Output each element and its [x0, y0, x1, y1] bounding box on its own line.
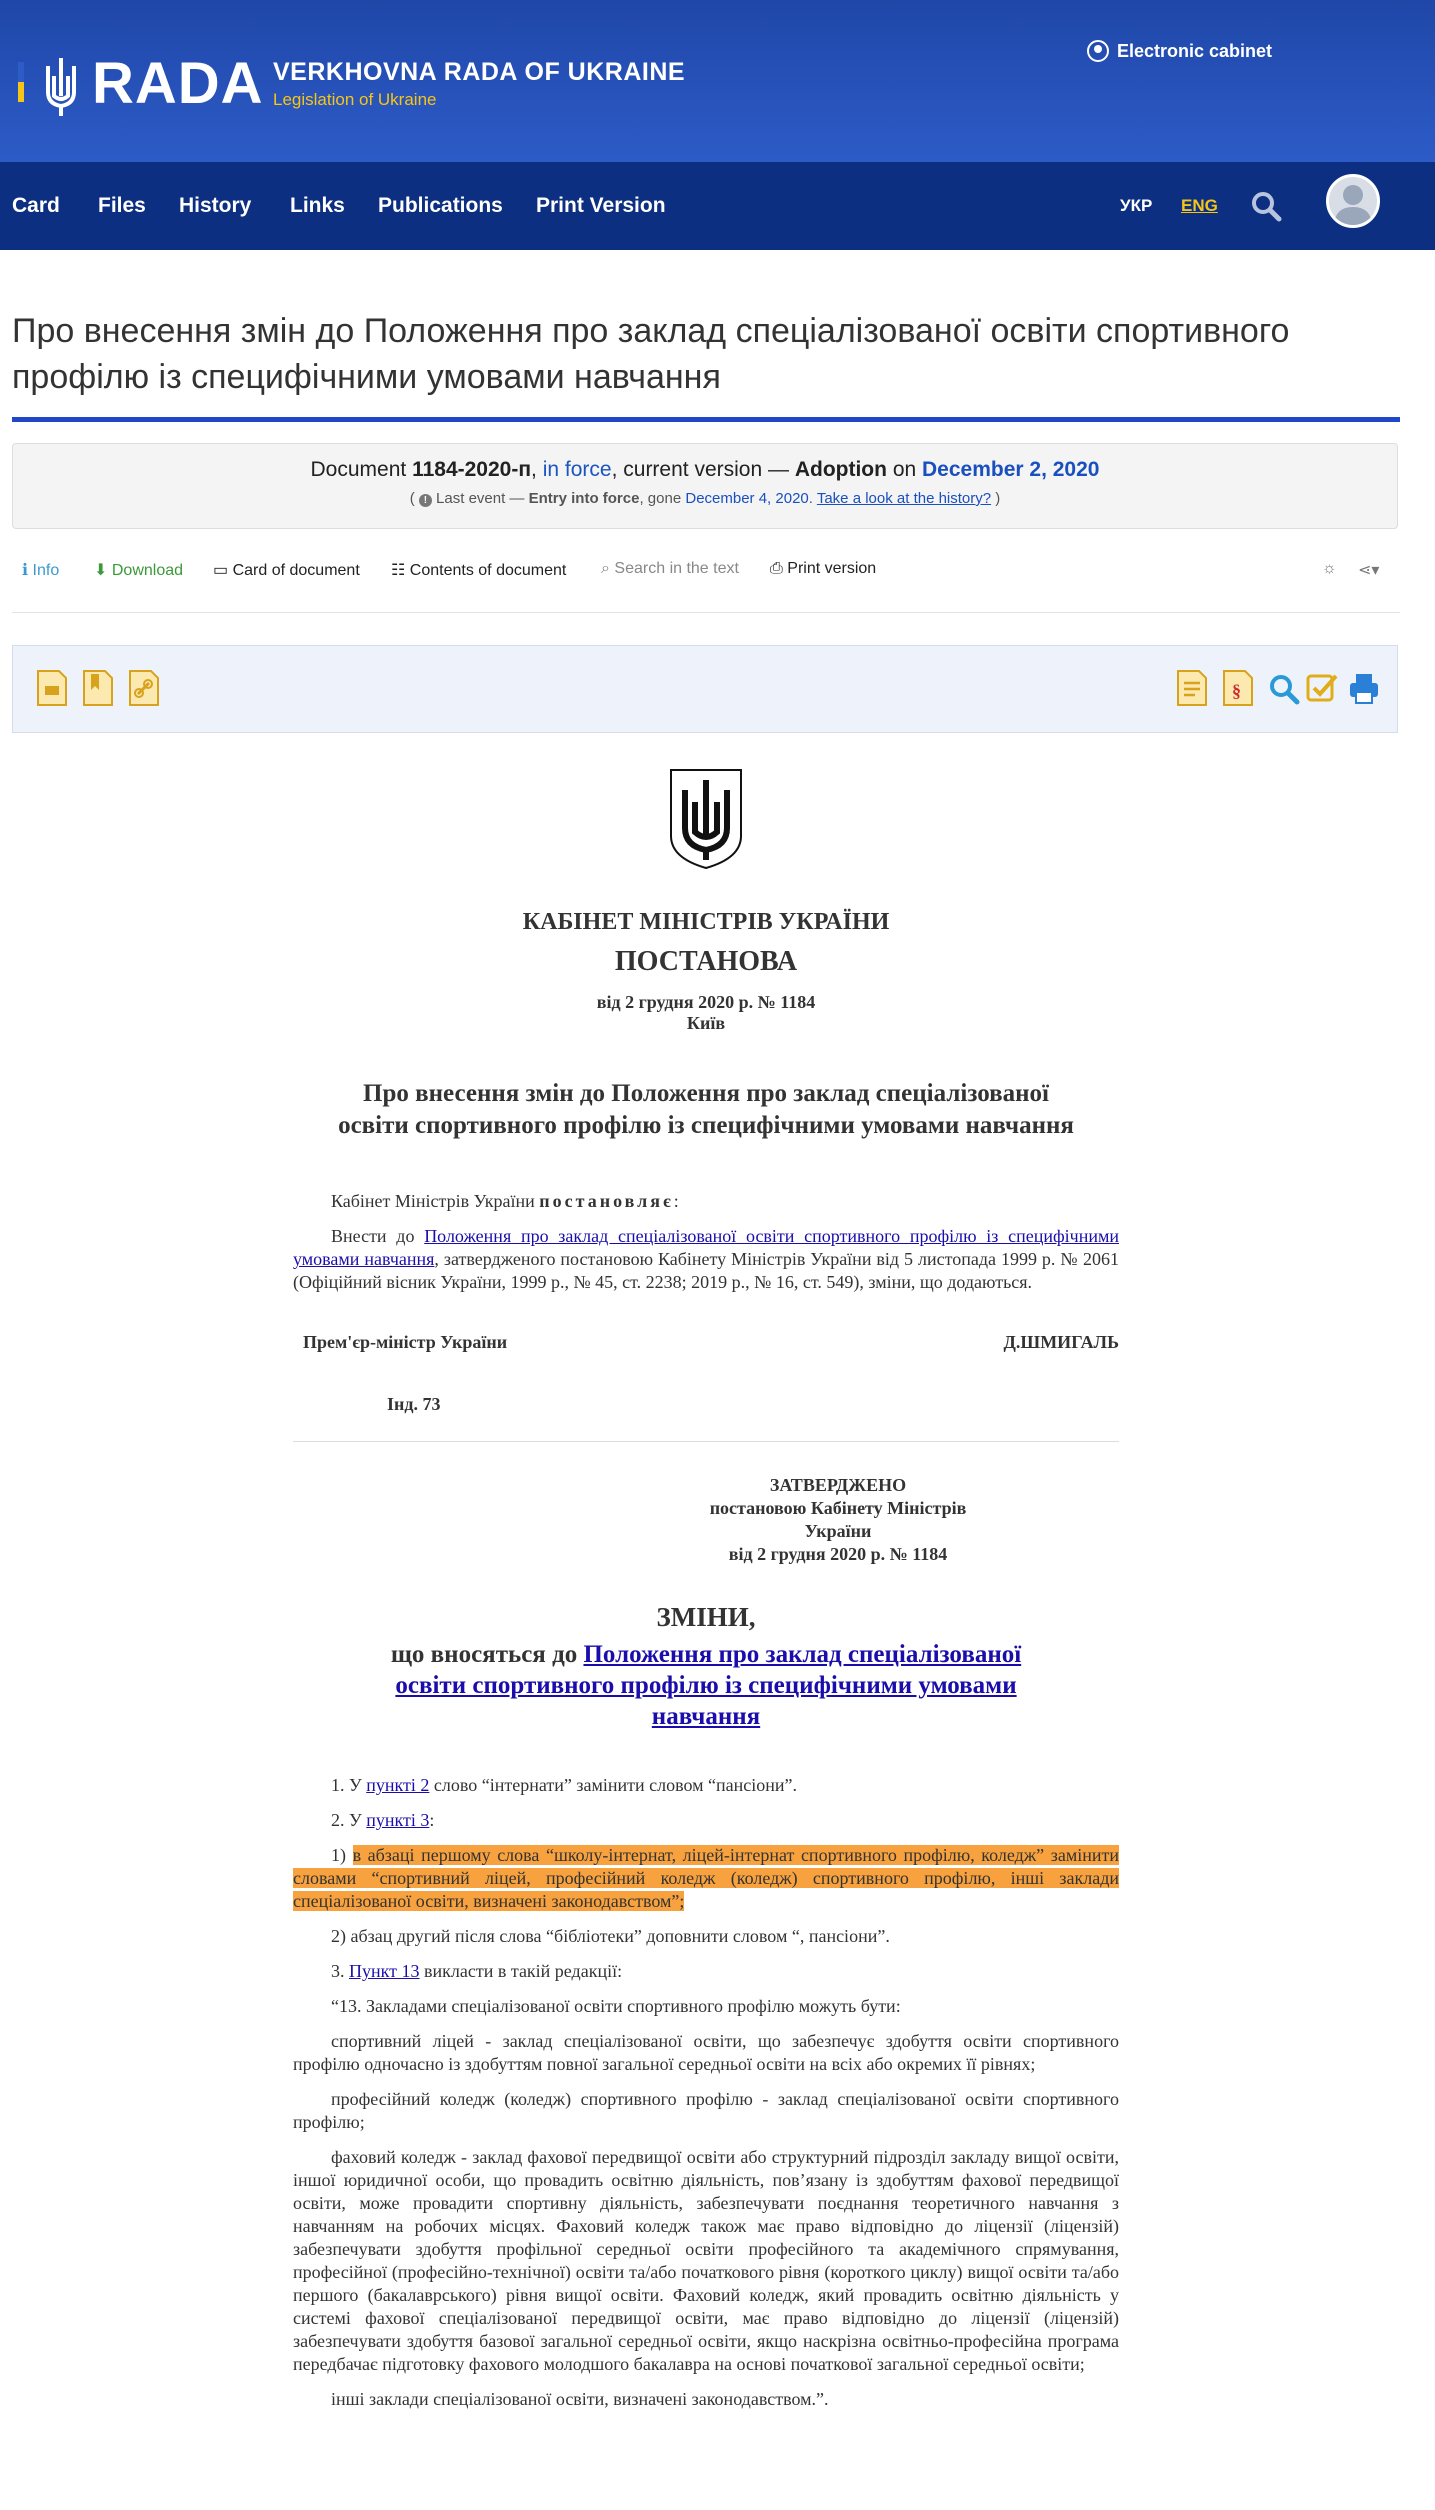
nav-history[interactable]: History — [179, 194, 252, 217]
document-icon-bar — [12, 645, 1398, 733]
doc-structure-icon[interactable] — [1175, 668, 1209, 708]
lang-eng[interactable]: ENG — [1181, 196, 1218, 215]
highlighted-text: в абзаці першому слова “школу-інтернат, ліцей-інтернат спортивного профілю, коледж” замінити словами “спортивний ліцей, професійний коледж (коледж) спортивного профілю, інші заклади спеціалізованої освіти, визначені законодавством”; — [293, 1845, 1119, 1911]
user-circle-icon — [1087, 40, 1109, 62]
approved-date: від 2 грудня 2020 р. № 1184 — [728, 1544, 948, 1564]
resolves-prefix: Кабінет Міністрів України — [331, 1191, 540, 1211]
search-text-label: Search in the text — [614, 560, 739, 577]
approved-by: постановою Кабінету Міністрів України — [709, 1498, 967, 1541]
settings-icon[interactable]: ☼ — [1322, 560, 1337, 577]
document-divider — [293, 1441, 1119, 1442]
checklist-icon[interactable] — [1305, 668, 1339, 708]
doc-number: 1184-2020-п — [412, 458, 532, 481]
lang-ukr[interactable]: УКР — [1120, 196, 1153, 215]
folder-icon: ▭ — [213, 562, 229, 579]
document-info-box — [12, 443, 1398, 529]
contents-tab[interactable] — [391, 560, 566, 580]
item-2-link[interactable]: пункті 3 — [366, 1810, 430, 1830]
item-3-link[interactable]: Пункт 13 — [349, 1961, 420, 1981]
search-small-icon: ⌕ — [601, 560, 610, 577]
card-label: Card of document — [232, 562, 360, 579]
enact-start: Внести до — [331, 1226, 425, 1246]
nav-card[interactable]: Card — [12, 194, 60, 217]
nav-files[interactable]: Files — [98, 194, 146, 217]
resolution-title: Про внесення змін до Положення про заклад спеціалізованої освіти спортивного профілю із специфічними умовами навчання — [338, 1080, 1074, 1139]
search-text-tab[interactable] — [601, 560, 739, 578]
doc-adoption: Adoption — [794, 458, 887, 481]
cabinet-heading: КАБІНЕТ МІНІСТРІВ УКРАЇНИ — [522, 909, 890, 935]
item-2-1-a: 1) — [331, 1845, 353, 1865]
quote-3: професійний коледж (коледж) спортивного профілю - заклад спеціалізованої освіти спортивного профілю; — [293, 2089, 1119, 2132]
download-icon: ⬇ — [94, 562, 108, 579]
item-2-2: 2) абзац другий після слова “бібліотеки” доповнити словом “, пансіони”. — [331, 1926, 890, 1946]
document-body — [293, 760, 1119, 2411]
item-1-link[interactable]: пункті 2 — [366, 1775, 430, 1795]
doc-bookmark-icon[interactable] — [81, 668, 115, 708]
quote-5: інші заклади спеціалізованої освіти, визначені законодавством.”. — [331, 2389, 829, 2409]
item-1-a: 1. У — [331, 1775, 367, 1795]
share-icon[interactable]: ⋖▾ — [1358, 562, 1380, 579]
print-icon: ⎙ — [770, 560, 783, 577]
item-1-b: слово “інтернати” замінити словом “пансіони”. — [429, 1775, 798, 1795]
item-2-a: 2. У — [331, 1810, 367, 1830]
changes-subtitle — [366, 1639, 1046, 1732]
document-toolbar — [20, 560, 1400, 584]
item-2-1 — [293, 1844, 1119, 1913]
electronic-cabinet-link[interactable] — [1087, 40, 1272, 62]
item-2-b: : — [429, 1810, 435, 1830]
doc-status[interactable]: in force — [542, 458, 612, 481]
doc-link-icon[interactable] — [127, 668, 161, 708]
print-label: Print version — [787, 560, 877, 577]
avatar[interactable] — [1326, 174, 1380, 228]
item-3-b: викласти в такій редакції: — [419, 1961, 623, 1981]
doc-prefix: Document — [310, 458, 407, 481]
changes-sub-prefix: що вносяться до — [390, 1641, 584, 1668]
quote-1: “13. Закладами спеціалізованої освіти спортивного профілю можуть бути: — [331, 1996, 901, 2016]
quote-2: спортивний ліцей - заклад спеціалізованої освіти, що забезпечує здобуття освіти спортивного профілю одночасно із здобуттям повної загальної середньої освіти на всіх або окремих її рівнях; — [293, 2031, 1119, 2074]
nav-print-version[interactable]: Print Version — [536, 194, 666, 217]
card-tab[interactable] — [213, 560, 360, 580]
doc-archive-icon[interactable] — [35, 668, 69, 708]
contents-label: Contents of document — [409, 562, 567, 579]
info-icon: ℹ — [22, 562, 29, 579]
download-label: Download — [111, 562, 184, 579]
item-1 — [293, 1774, 1119, 1797]
user-silhouette-icon — [1329, 177, 1377, 225]
pm-title: Прем'єр-міністр України — [303, 1332, 508, 1352]
search-icon[interactable] — [1250, 190, 1282, 222]
signature-block — [293, 1332, 1119, 1356]
trident-icon — [40, 56, 82, 118]
info-circle-icon: ! — [419, 494, 432, 507]
resolution-heading: ПОСТАНОВА — [614, 946, 798, 977]
last-event: Entry into force — [528, 490, 640, 507]
item-2 — [293, 1809, 1119, 1832]
last-event-gone: , gone — [639, 490, 682, 507]
quote-4: фаховий коледж - заклад фахової передвищої освіти або структурний підрозділ закладу вищої освіти, іншої юридичної особи, що провадить освітню діяльність, пов’язану із здобуттям фахової передвищої освіти, може провадити спортивну діяльність, забезпечувати поєднання теоретичного навчання з навчанням на робочих місцях. Фаховий коледж також має право відповідно до ліцензії (ліцензій) забезпечувати здобуття профільної середньої освіти професійного та академічного спрямування, професійної (професійно-технічної) освіти та/або початкового рівня (короткого циклу) вищої освіти та/або першого (бакалаврського) рівня вищої освіти. Фаховий коледж, який провадить освітню діяльність у системі фахової спеціалізованої передвищої освіти, має право відповідно до ліцензії (ліцензій) забезпечувати здобуття базової загальної середньої освіти, якщо наскрізна освітньо-професійна програма передбачає підготовку фахового молодшого бакалавра на основі початкової загальної середньої освіти; — [293, 2147, 1119, 2374]
site-subtitle: Legislation of Ukraine — [273, 90, 437, 109]
history-link[interactable]: Take a look at the history? — [816, 490, 992, 507]
last-event-date: December 4, 2020 — [685, 490, 809, 507]
enact-paragraph — [293, 1225, 1119, 1294]
electronic-cabinet-label: Electronic cabinet — [1117, 40, 1273, 61]
nav-links[interactable]: Links — [290, 194, 345, 217]
title-divider — [12, 417, 1400, 422]
doc-date: December 2, 2020 — [922, 458, 1100, 481]
doc-section-icon[interactable] — [1221, 668, 1255, 708]
enact-end: , затвердженого постановою Кабінету Міністрів України від 5 листопада 1999 р. № 2061 (Офіційний вісник України, 1999 р., № 45, ст. 2238; 2019 р., № 16, ст. 549), зміни, що додаються. — [293, 1249, 1119, 1292]
info-label: Info — [32, 562, 60, 579]
nav-publications[interactable]: Publications — [378, 194, 503, 217]
resolves-suffix: : — [673, 1191, 679, 1211]
sitemap-icon: ☷ — [391, 562, 406, 579]
toolbar-divider — [12, 612, 1400, 613]
page-title: Про внесення змін до Положення про заклад спеціалізованої освіти спортивного профілю із специфічними умовами навчання — [12, 312, 1290, 396]
item-3 — [293, 1960, 1119, 1983]
logo-text[interactable]: RADA — [92, 51, 264, 116]
site-title[interactable]: VERKHOVNA RADA OF UKRAINE — [273, 58, 686, 86]
changes-title: ЗМІНИ, — [656, 1602, 756, 1632]
printer-icon[interactable] — [1347, 668, 1381, 708]
regulation-link[interactable]: Положення про заклад спеціалізованої освіти спортивного профілю із специфічними умовами навчання — [293, 1226, 1119, 1269]
main-nav — [0, 162, 1435, 250]
doc-on: on — [892, 458, 917, 481]
document-summary — [13, 458, 1397, 482]
changes-regulation-link[interactable]: Положення про заклад спеціалізованої освіти спортивного профілю із специфічними умовами навчання — [395, 1641, 1022, 1730]
index-number: Інд. 73 — [387, 1394, 441, 1414]
resolution-date: від 2 грудня 2020 р. № 1184 — [596, 992, 816, 1012]
info-tab[interactable] — [22, 560, 59, 580]
print-tab[interactable] — [770, 560, 876, 578]
site-header — [0, 0, 1435, 162]
coat-of-arms-icon — [667, 766, 745, 872]
last-event-label: Last event — — [436, 490, 525, 507]
approved-label: ЗАТВЕРДЖЕНО — [769, 1475, 907, 1495]
svg-text:§: § — [1232, 681, 1241, 701]
resolves-word: постановляє — [539, 1191, 674, 1211]
flag-icon — [18, 62, 24, 102]
comma: , — [531, 458, 537, 481]
pm-name: Д.ШМИГАЛЬ — [1003, 1332, 1119, 1352]
resolves-paragraph — [293, 1190, 1119, 1213]
item-3-a: 3. — [331, 1961, 349, 1981]
search-doc-icon[interactable] — [1267, 668, 1301, 708]
last-event-line: ( ! Last event — Entry into force, gone December 4, 2020. Take a look at the history? ) — [409, 490, 1001, 507]
doc-version: , current version — — [611, 458, 795, 481]
download-tab[interactable] — [94, 560, 183, 580]
approved-block — [688, 1474, 988, 1566]
resolution-city: Київ — [686, 1013, 726, 1033]
